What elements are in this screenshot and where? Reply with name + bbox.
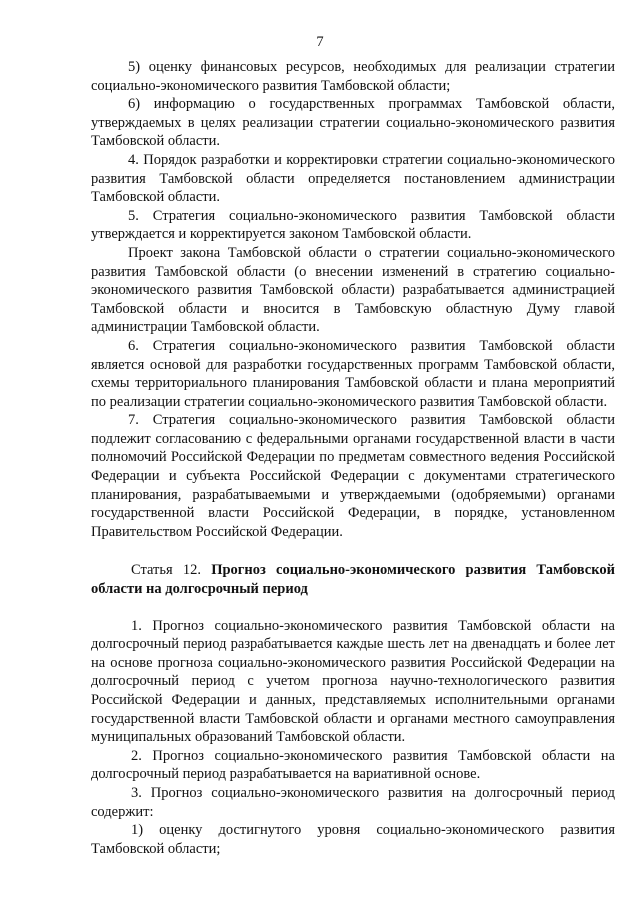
paragraph-clause-7: 7. Стратегия социально-экономического развития Тамбовской области подлежит согласованию с федеральными органами государственной власти в части полномочий Российской Федерации по предметам совместного ведения Российской Федерации и субъекта Российской Федерации с документами стратегического планирования, разрабатываемыми и утверждаемыми (одобряемыми) органами государственной власти Российской Федерации, в порядке, установленном Правительством Российской Федерации. xyxy=(91,412,615,540)
paragraph-clause-5: 5. Стратегия социально-экономического развития Тамбовской области утверждается и корректируется законом Тамбовской области. xyxy=(91,207,615,243)
paragraph-forecast-1: 1. Прогноз социально-экономического развития Тамбовской области на долгосрочный период разрабатывается каждые шесть лет на двенадцать и более лет на основе прогноза социально-экономического развития Российской Федерации на долгосрочный период с учетом прогноза научно-технологического развития Российской Федерации и данных, представляемых исполнительными органами государственной власти Тамбовской области и органами местного самоуправления муниципальных образований Тамбовской области. xyxy=(91,617,615,746)
article-title: Прогноз социально-экономического развития Тамбовской области на долгосрочный период xyxy=(91,562,615,598)
paragraph-clause-6: 6. Стратегия социально-экономического развития Тамбовской области является основой для разработки государственных программ Тамбовской области, схемы территориального планирования Тамбовской области и плана мероприятий по реализации стратегии социально-экономического развития Тамбовской области. xyxy=(91,337,615,410)
page-number: 7 xyxy=(316,34,324,50)
article-heading xyxy=(91,561,615,598)
paragraph-item-5: 5) оценку финансовых ресурсов, необходимых для реализации стратегии социально-экономического развития Тамбовской области; xyxy=(91,59,615,94)
paragraph-forecast-2: 2. Прогноз социально-экономического развития Тамбовской области на долгосрочный период разрабатывается на вариативной основе. xyxy=(91,747,615,783)
paragraph-item-6: 6) информацию о государственных программах Тамбовской области, утверждаемых в целях реализации стратегии социально-экономического развития Тамбовской области. xyxy=(91,96,615,150)
paragraph-clause-4: 4. Порядок разработки и корректировки стратегии социально-экономического развития Тамбовской области определяется постановлением администрации Тамбовской области. xyxy=(91,151,615,206)
article-number: Статья 12. xyxy=(131,562,201,579)
paragraph-draft-law: Проект закона Тамбовской области о стратегии социально-экономического развития Тамбовской области (о внесении изменений в стратегию социально-экономического развития Тамбовской области) разрабатывается администрацией Тамбовской области и вносится в Тамбовскую областную Думу главой администрации Тамбовской области. xyxy=(91,244,615,336)
paragraph-forecast-3: 3. Прогноз социально-экономического развития на долгосрочный период содержит: xyxy=(91,784,615,820)
paragraph-forecast-sub-1: 1) оценку достигнутого уровня социально-экономического развития Тамбовской области; xyxy=(91,822,615,857)
document-body xyxy=(91,58,615,858)
